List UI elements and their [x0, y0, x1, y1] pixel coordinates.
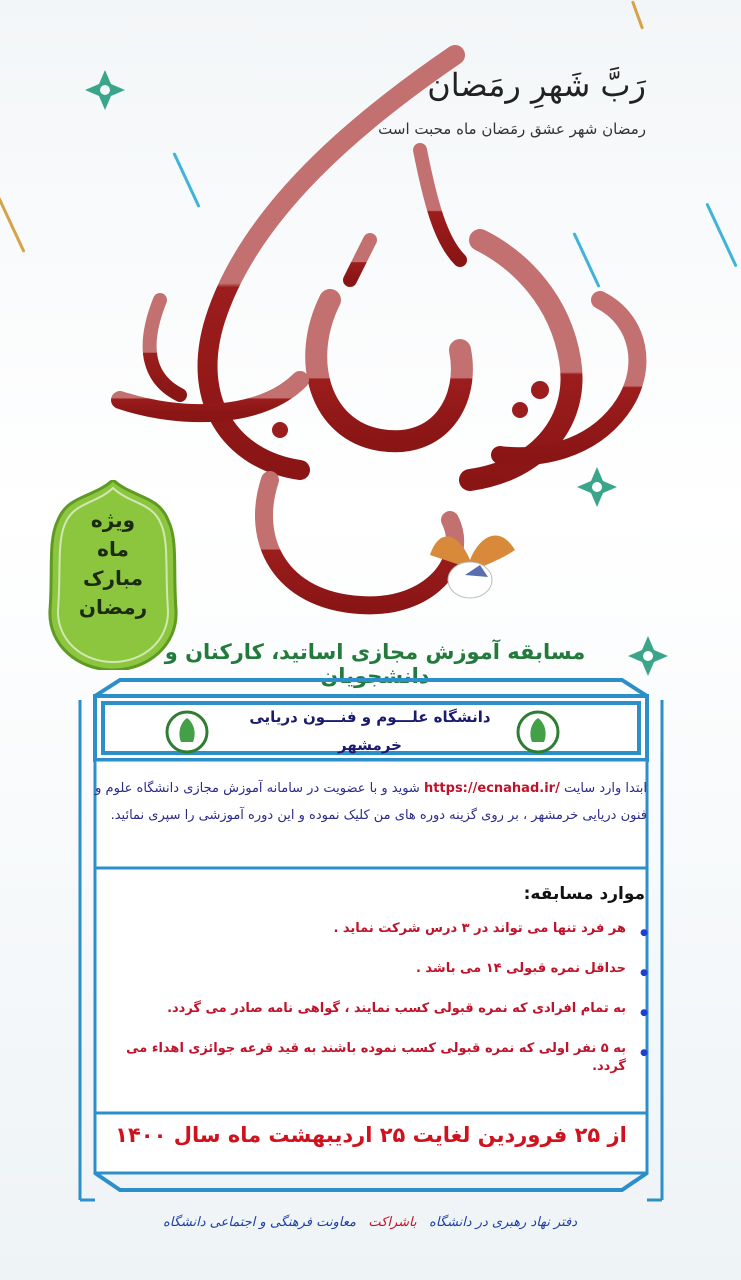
items-title: موارد مسابقه:: [523, 884, 645, 904]
badge-line: ویژه: [90, 508, 136, 532]
header-title: رَبَّ شَهرِ رمَضان: [427, 66, 646, 104]
badge-line: رمضان: [78, 595, 148, 619]
university-name: [210, 703, 530, 759]
footer: [160, 1215, 580, 1230]
badge-line: ماه: [97, 537, 129, 561]
date-line: از ۲۵ فروردین لغایت ۲۵ اردیبهشت ماه سال ۱۴۰۰: [115, 1123, 627, 1147]
list-item: ● هر فرد تنها می تواند در ۳ درس شرکت نماید .: [106, 920, 626, 960]
footer-organizer: دفتر نهاد رهبری در دانشگاه: [429, 1215, 578, 1230]
info-text: [92, 775, 647, 829]
list-item: ● به تمام افرادی که نمره قبولی کسب نمایند ، گواهی نامه صادر می گردد.: [106, 1000, 626, 1040]
list-item: ● به ۵ نفر اولی که نمره قبولی کسب نموده باشند به قید قرعه جوائزی اهداء می گردد.: [106, 1040, 626, 1080]
footer-cultural-deputy: معاونت فرهنگی و اجتماعی دانشگاه: [162, 1215, 356, 1230]
contest-title: مسابقه آموزش مجازی اساتید، کارکنان و دانشجویان: [164, 640, 586, 688]
university-title: دانشگاه علـــوم و فنـــون دریایی: [249, 708, 491, 726]
info-before-link: ابتدا وارد سایت: [563, 781, 647, 796]
badge-line: مبارک: [82, 566, 144, 590]
list-item: ● حداقل نمره قبولی ۱۴ می باشد .: [106, 960, 626, 1000]
university-logo-icon: [167, 712, 207, 752]
university-city: خرمشهر: [338, 736, 402, 754]
rules-list: [106, 920, 626, 1080]
info-after-link: شوید و با عضویت در سامانه آموزش مجازی دانشگاه علوم و فنون دریایی خرمشهر ، بر روی گزینه دوره های من کلیک نموده و این دوره آموزشی را سپری نمائید.: [95, 781, 647, 823]
header-subtitle: رمضان شهر عشق رمَضان ماه محبت است: [378, 120, 646, 138]
website-link[interactable]: https://ecnahad.ir/: [423, 781, 560, 796]
footer-partnership: باشراکت: [368, 1215, 417, 1230]
